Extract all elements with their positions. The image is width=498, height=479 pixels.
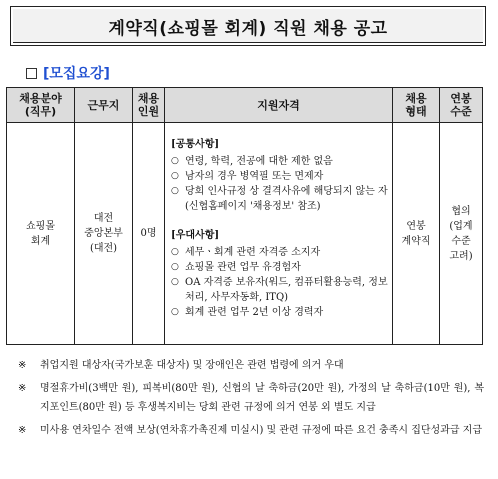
header-salary-label: 연봉 수준 — [450, 92, 472, 118]
circle-bullet-icon: ○ — [171, 247, 179, 257]
notes-section — [18, 356, 484, 444]
list-item — [171, 260, 388, 275]
count-value: 0명 — [140, 228, 157, 239]
list-item-text: 회계 관련 업무 2년 이상 경력자 — [185, 307, 324, 318]
cell-count — [133, 123, 165, 345]
circle-bullet-icon: ○ — [171, 277, 179, 287]
header-count — [133, 88, 165, 123]
reference-mark-icon: ※ — [18, 383, 27, 394]
field-value: 쇼핑몰 회계 — [26, 220, 55, 247]
cell-location — [75, 123, 133, 345]
common-heading: [공통사항] — [171, 139, 220, 150]
cell-qualification — [165, 123, 393, 345]
list-item — [171, 154, 388, 169]
type-value: 연봉 계약직 — [401, 220, 431, 247]
header-location-label: 근무지 — [87, 98, 120, 112]
salary-value: 협의 (업계 수준 고려) — [449, 205, 473, 262]
header-type — [393, 88, 440, 123]
header-count-label: 채용 인원 — [137, 92, 160, 118]
list-item — [171, 169, 388, 184]
circle-bullet-icon: ○ — [171, 156, 179, 166]
note-item — [18, 356, 484, 375]
header-type-label: 채용 형태 — [405, 92, 427, 118]
cell-salary — [440, 123, 483, 345]
title-banner — [10, 6, 486, 46]
section-label: [모집요강] — [43, 66, 110, 82]
note-text: 명절휴가비(3백만 원), 피복비(80만 원), 신협의 날 축하금(20만 원), 가정의 날 축하금(10만 원), 복지포인트(80만 원) 등 후생복지비는 당회 관련 규정에 의거 연봉 외 별도 지급 — [40, 383, 484, 413]
list-item — [171, 275, 388, 305]
cell-field — [7, 123, 75, 345]
common-list — [171, 154, 388, 214]
note-item — [18, 379, 484, 417]
circle-bullet-icon: ○ — [171, 262, 179, 272]
header-field — [7, 88, 75, 123]
list-item-text: 연령, 학력, 전공에 대한 제한 없음 — [185, 156, 333, 167]
circle-bullet-icon: ○ — [171, 307, 179, 317]
list-item-text: OA 자격증 보유자(워드, 컴퓨터활용능력, 정보처리, 사무자동화, ITQ) — [185, 277, 388, 303]
location-value: 대전 중앙본부 (대전) — [84, 213, 123, 254]
circle-bullet-icon: ○ — [171, 171, 179, 181]
table-header-row — [7, 88, 483, 123]
preferred-list — [171, 245, 388, 320]
header-field-label: 채용분야 (직무) — [19, 92, 62, 118]
list-item — [171, 245, 388, 260]
list-item-text: 쇼핑몰 관련 업무 유경험자 — [185, 262, 301, 273]
cell-type — [393, 123, 440, 345]
reference-mark-icon: ※ — [18, 425, 27, 436]
header-location — [75, 88, 133, 123]
note-text: 취업지원 대상자(국가보훈 대상자) 및 장애인은 관련 법령에 의거 우대 — [40, 360, 344, 371]
header-salary — [440, 88, 483, 123]
list-item-text: 당희 인사규정 상 결격사유에 해당되지 않는 자(신협홈페이지 '채용정보' 참조) — [185, 186, 388, 212]
recruitment-table — [6, 87, 483, 345]
section-heading — [26, 63, 110, 83]
list-item-text: 남자의 경우 병역필 또는 면제자 — [185, 171, 324, 182]
note-text: 미사용 연차일수 전액 보상(연차휴가촉진제 미실시) 및 관련 규정에 따른 요건 충족시 집단성과급 지급 — [40, 425, 483, 436]
list-item — [171, 305, 388, 320]
header-qualification-label: 지원자격 — [257, 98, 300, 112]
preferred-heading: [우대사항] — [171, 230, 220, 241]
note-item — [18, 421, 484, 440]
list-item-text: 세무ㆍ회계 관련 자격증 소지자 — [185, 247, 321, 258]
table-row — [7, 123, 483, 345]
list-item — [171, 184, 388, 214]
header-qualification — [165, 88, 393, 123]
square-bullet-icon — [26, 68, 37, 79]
circle-bullet-icon: ○ — [171, 186, 179, 196]
reference-mark-icon: ※ — [18, 360, 27, 371]
page-title: 계약직(쇼핑몰 회계) 직원 채용 공고 — [108, 18, 388, 39]
